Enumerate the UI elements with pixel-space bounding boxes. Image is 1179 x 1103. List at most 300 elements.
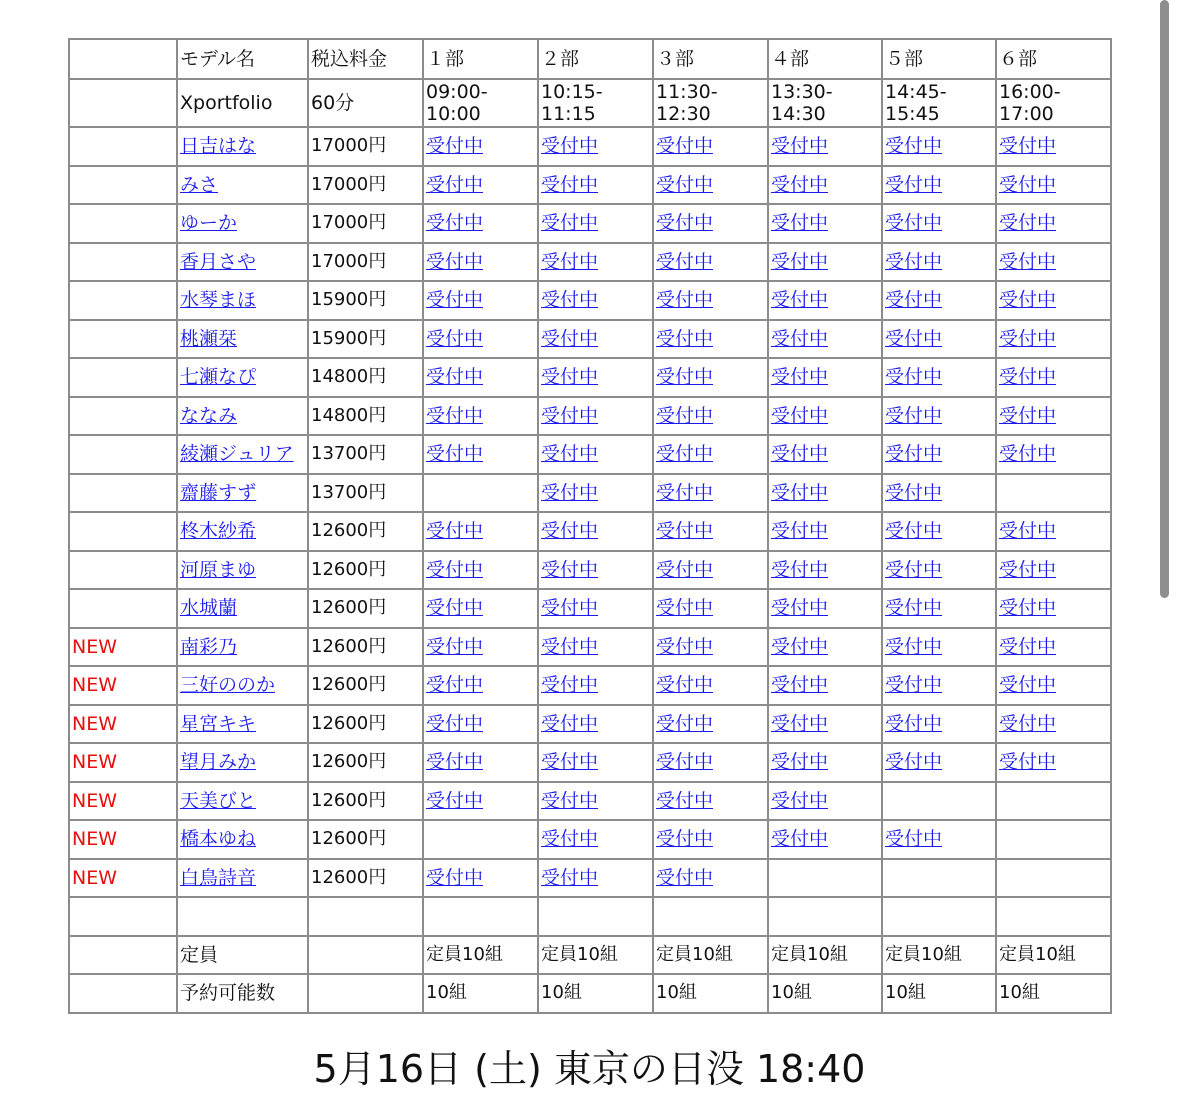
subheader-blank-cell xyxy=(69,79,177,127)
model-name[interactable]: 香月さや xyxy=(180,250,257,273)
slot-status-5[interactable] xyxy=(882,358,996,397)
tag-cell xyxy=(69,358,177,397)
slot-status-4[interactable] xyxy=(768,320,882,359)
booking-link[interactable]: 受付中 xyxy=(885,828,943,851)
scrollbar[interactable] xyxy=(1160,0,1169,598)
booking-link[interactable]: 受付中 xyxy=(656,789,714,812)
slot-status-2[interactable] xyxy=(538,705,653,744)
slot-status-1[interactable] xyxy=(423,358,538,397)
booking-link[interactable]: 受付中 xyxy=(885,712,943,735)
slot-status-1[interactable] xyxy=(423,782,538,821)
booking-link[interactable]: 受付中 xyxy=(656,443,714,466)
booking-link[interactable]: 受付中 xyxy=(656,404,714,427)
model-name-link[interactable] xyxy=(177,204,308,243)
model-name[interactable]: ゆーか xyxy=(180,212,238,235)
slot-status-3[interactable] xyxy=(653,243,768,282)
slot-status-6[interactable] xyxy=(996,551,1111,590)
booking-link[interactable]: 受付中 xyxy=(771,635,829,658)
booking-link[interactable]: 受付中 xyxy=(656,597,714,620)
model-name[interactable]: 綾瀬ジュリア xyxy=(180,443,294,466)
slot-status-2[interactable] xyxy=(538,358,653,397)
model-name[interactable]: 水城蘭 xyxy=(180,597,238,620)
slot-status-5[interactable] xyxy=(882,320,996,359)
slot-status-1[interactable] xyxy=(423,243,538,282)
booking-link[interactable]: 受付中 xyxy=(999,520,1057,543)
model-name[interactable]: 齋藤すず xyxy=(180,481,257,504)
model-name-link[interactable] xyxy=(177,243,308,282)
booking-link[interactable]: 受付中 xyxy=(541,443,599,466)
booking-link[interactable]: 受付中 xyxy=(426,404,484,427)
slot-status-2[interactable] xyxy=(538,435,653,474)
slot-status-4[interactable] xyxy=(768,512,882,551)
booking-link[interactable]: 受付中 xyxy=(771,828,829,851)
slot-status-3[interactable] xyxy=(653,435,768,474)
slot-status-3[interactable] xyxy=(653,281,768,320)
slot-status-2[interactable] xyxy=(538,589,653,628)
model-name[interactable]: 河原まゆ xyxy=(180,558,257,581)
model-name-link[interactable] xyxy=(177,820,308,859)
slot-status-2[interactable] xyxy=(538,204,653,243)
booking-link[interactable]: 受付中 xyxy=(541,597,599,620)
capacity-value-5: 定員10組 xyxy=(882,936,996,975)
booking-link[interactable]: 受付中 xyxy=(541,327,599,350)
slot-status-5[interactable] xyxy=(882,589,996,628)
model-name-link[interactable] xyxy=(177,782,308,821)
slot-status-1[interactable] xyxy=(423,859,538,898)
slot-status-3[interactable] xyxy=(653,474,768,513)
model-name-link[interactable] xyxy=(177,859,308,898)
booking-link[interactable]: 受付中 xyxy=(426,250,484,273)
booking-link[interactable]: 受付中 xyxy=(656,327,714,350)
slot-status-4[interactable] xyxy=(768,705,882,744)
time-slot-2: 10:15-11:15 xyxy=(538,79,653,127)
tag-cell xyxy=(69,551,177,590)
slot-status-1[interactable] xyxy=(423,320,538,359)
model-price: 12600円 xyxy=(308,743,423,782)
booking-link[interactable]: 受付中 xyxy=(885,289,943,312)
slot-status-3[interactable] xyxy=(653,512,768,551)
slot-status-2[interactable] xyxy=(538,243,653,282)
booking-link[interactable]: 受付中 xyxy=(541,674,599,697)
model-row xyxy=(69,127,1111,166)
slot-status-4[interactable] xyxy=(768,166,882,205)
slot-status-2[interactable] xyxy=(538,281,653,320)
available-value-6: 10組 xyxy=(996,974,1111,1013)
model-name-link[interactable] xyxy=(177,705,308,744)
booking-link[interactable]: 受付中 xyxy=(885,327,943,350)
slot-status-1[interactable] xyxy=(423,166,538,205)
booking-link[interactable]: 受付中 xyxy=(426,443,484,466)
booking-link[interactable]: 受付中 xyxy=(541,212,599,235)
slot-status-2[interactable] xyxy=(538,743,653,782)
slot-status-5[interactable] xyxy=(882,435,996,474)
model-name[interactable]: 桃瀬栞 xyxy=(180,327,238,350)
booking-link[interactable]: 受付中 xyxy=(541,135,599,158)
slot-status-3[interactable] xyxy=(653,859,768,898)
slot-status-4[interactable] xyxy=(768,820,882,859)
booking-link[interactable]: 受付中 xyxy=(999,558,1057,581)
booking-link[interactable]: 受付中 xyxy=(885,212,943,235)
booking-link[interactable]: 受付中 xyxy=(999,597,1057,620)
model-name-link[interactable] xyxy=(177,474,308,513)
booking-link[interactable]: 受付中 xyxy=(771,327,829,350)
booking-link[interactable]: 受付中 xyxy=(426,674,484,697)
booking-link[interactable]: 受付中 xyxy=(771,712,829,735)
booking-link[interactable]: 受付中 xyxy=(541,635,599,658)
slot-status-5[interactable] xyxy=(882,666,996,705)
slot-status-5[interactable] xyxy=(882,628,996,667)
booking-link[interactable]: 受付中 xyxy=(541,366,599,389)
slot-status-5[interactable] xyxy=(882,397,996,436)
slot-status-5[interactable] xyxy=(882,705,996,744)
new-badge xyxy=(69,666,177,705)
slot-status-1[interactable] xyxy=(423,281,538,320)
booking-link[interactable]: 受付中 xyxy=(541,289,599,312)
capacity-value-1: 定員10組 xyxy=(423,936,538,975)
slot-status-6[interactable] xyxy=(996,666,1111,705)
slot-status-4[interactable] xyxy=(768,628,882,667)
slot-status-5[interactable] xyxy=(882,820,996,859)
slot-status-6[interactable] xyxy=(996,127,1111,166)
slot-status-3[interactable] xyxy=(653,127,768,166)
time-slot-1: 09:00-10:00 xyxy=(423,79,538,127)
tag-cell xyxy=(69,243,177,282)
model-name-link[interactable] xyxy=(177,743,308,782)
booking-link[interactable]: 受付中 xyxy=(656,674,714,697)
slot-status-2[interactable] xyxy=(538,320,653,359)
model-name[interactable]: 水琴まほ xyxy=(180,289,257,312)
model-name[interactable]: 七瀬なぴ xyxy=(180,366,257,389)
booking-link[interactable]: 受付中 xyxy=(426,520,484,543)
new-tag: NEW xyxy=(72,635,118,658)
booking-link[interactable]: 受付中 xyxy=(999,327,1057,350)
booking-link[interactable]: 受付中 xyxy=(885,173,943,196)
slot-status-6[interactable] xyxy=(996,628,1111,667)
booking-link[interactable]: 受付中 xyxy=(771,597,829,620)
slot-status-3[interactable] xyxy=(653,705,768,744)
slot-empty-1 xyxy=(423,820,538,859)
slot-status-2[interactable] xyxy=(538,859,653,898)
slot-status-1[interactable] xyxy=(423,512,538,551)
slot-empty-4 xyxy=(768,859,882,898)
booking-link[interactable]: 受付中 xyxy=(426,712,484,735)
model-name[interactable]: 三好ののか xyxy=(180,674,276,697)
booking-link[interactable]: 受付中 xyxy=(885,674,943,697)
booking-link[interactable]: 受付中 xyxy=(999,135,1057,158)
header-part-6: ６部 xyxy=(996,39,1111,79)
model-name[interactable]: みさ xyxy=(180,173,219,196)
booking-link[interactable]: 受付中 xyxy=(885,635,943,658)
new-tag: NEW xyxy=(72,674,118,697)
slot-status-6[interactable] xyxy=(996,358,1111,397)
booking-link[interactable]: 受付中 xyxy=(885,520,943,543)
slot-status-4[interactable] xyxy=(768,666,882,705)
header-part-3: ３部 xyxy=(653,39,768,79)
model-name-link[interactable] xyxy=(177,397,308,436)
booking-link[interactable]: 受付中 xyxy=(656,173,714,196)
slot-status-2[interactable] xyxy=(538,166,653,205)
booking-link[interactable]: 受付中 xyxy=(426,327,484,350)
slot-status-5[interactable] xyxy=(882,743,996,782)
slot-status-3[interactable] xyxy=(653,589,768,628)
slot-status-4[interactable] xyxy=(768,127,882,166)
model-name-link[interactable] xyxy=(177,589,308,628)
booking-link[interactable]: 受付中 xyxy=(771,674,829,697)
slot-status-4[interactable] xyxy=(768,589,882,628)
booking-link[interactable]: 受付中 xyxy=(426,289,484,312)
booking-link[interactable]: 受付中 xyxy=(656,135,714,158)
slot-status-2[interactable] xyxy=(538,820,653,859)
model-row xyxy=(69,666,1111,705)
tag-cell xyxy=(69,474,177,513)
slot-status-6[interactable] xyxy=(996,705,1111,744)
booking-link[interactable]: 受付中 xyxy=(656,481,714,504)
slot-status-1[interactable] xyxy=(423,743,538,782)
booking-link[interactable]: 受付中 xyxy=(541,404,599,427)
slot-status-1[interactable] xyxy=(423,666,538,705)
slot-status-2[interactable] xyxy=(538,666,653,705)
booking-link[interactable]: 受付中 xyxy=(885,443,943,466)
booking-link[interactable]: 受付中 xyxy=(656,712,714,735)
model-name[interactable]: 白鳥詩音 xyxy=(180,866,257,889)
booking-link[interactable]: 受付中 xyxy=(885,366,943,389)
model-name-link[interactable] xyxy=(177,512,308,551)
model-name-link[interactable] xyxy=(177,358,308,397)
slot-status-1[interactable] xyxy=(423,589,538,628)
slot-status-4[interactable] xyxy=(768,551,882,590)
slot-status-1[interactable] xyxy=(423,397,538,436)
slot-status-2[interactable] xyxy=(538,474,653,513)
slot-status-4[interactable] xyxy=(768,397,882,436)
booking-link[interactable]: 受付中 xyxy=(426,597,484,620)
booking-link[interactable]: 受付中 xyxy=(541,481,599,504)
booking-link[interactable]: 受付中 xyxy=(999,212,1057,235)
model-name[interactable]: ななみ xyxy=(180,404,238,427)
slot-status-5[interactable] xyxy=(882,474,996,513)
booking-link[interactable]: 受付中 xyxy=(656,751,714,774)
booking-link[interactable]: 受付中 xyxy=(771,366,829,389)
slot-status-3[interactable] xyxy=(653,204,768,243)
booking-link[interactable]: 受付中 xyxy=(885,481,943,504)
slot-status-3[interactable] xyxy=(653,782,768,821)
slot-status-3[interactable] xyxy=(653,166,768,205)
booking-link[interactable]: 受付中 xyxy=(771,520,829,543)
spacer-cell xyxy=(69,897,177,936)
tag-cell xyxy=(69,281,177,320)
booking-link[interactable]: 受付中 xyxy=(771,404,829,427)
slot-status-6[interactable] xyxy=(996,243,1111,282)
slot-status-5[interactable] xyxy=(882,512,996,551)
slot-empty-6 xyxy=(996,859,1111,898)
booking-link[interactable]: 受付中 xyxy=(541,712,599,735)
booking-link[interactable]: 受付中 xyxy=(541,558,599,581)
booking-link[interactable]: 受付中 xyxy=(999,443,1057,466)
slot-status-1[interactable] xyxy=(423,204,538,243)
booking-link[interactable]: 受付中 xyxy=(999,366,1057,389)
booking-link[interactable]: 受付中 xyxy=(999,635,1057,658)
slot-status-2[interactable] xyxy=(538,628,653,667)
slot-status-5[interactable] xyxy=(882,127,996,166)
booking-link[interactable]: 受付中 xyxy=(885,135,943,158)
slot-status-6[interactable] xyxy=(996,281,1111,320)
tag-cell xyxy=(69,204,177,243)
booking-link[interactable]: 受付中 xyxy=(999,173,1057,196)
slot-status-6[interactable] xyxy=(996,320,1111,359)
booking-link[interactable]: 受付中 xyxy=(656,212,714,235)
model-name-link[interactable] xyxy=(177,628,308,667)
model-name-link[interactable] xyxy=(177,127,308,166)
booking-link[interactable]: 受付中 xyxy=(999,289,1057,312)
booking-link[interactable]: 受付中 xyxy=(656,250,714,273)
booking-link[interactable]: 受付中 xyxy=(885,558,943,581)
booking-link[interactable]: 受付中 xyxy=(656,520,714,543)
capacity-value-2: 定員10組 xyxy=(538,936,653,975)
slot-status-4[interactable] xyxy=(768,743,882,782)
slot-status-5[interactable] xyxy=(882,166,996,205)
model-row xyxy=(69,743,1111,782)
slot-status-3[interactable] xyxy=(653,666,768,705)
model-name-link[interactable] xyxy=(177,666,308,705)
slot-status-6[interactable] xyxy=(996,743,1111,782)
booking-link[interactable]: 受付中 xyxy=(771,289,829,312)
booking-link[interactable]: 受付中 xyxy=(771,481,829,504)
booking-link[interactable]: 受付中 xyxy=(656,558,714,581)
booking-link[interactable]: 受付中 xyxy=(885,404,943,427)
model-name[interactable]: 天美びと xyxy=(180,789,257,812)
booking-link[interactable]: 受付中 xyxy=(999,712,1057,735)
spacer-cell xyxy=(308,897,423,936)
model-name-link[interactable] xyxy=(177,551,308,590)
slot-status-6[interactable] xyxy=(996,512,1111,551)
model-name-link[interactable] xyxy=(177,166,308,205)
available-value-5: 10組 xyxy=(882,974,996,1013)
spacer-cell xyxy=(177,897,308,936)
slot-status-3[interactable] xyxy=(653,551,768,590)
booking-link[interactable]: 受付中 xyxy=(771,250,829,273)
model-name[interactable]: 星宮キキ xyxy=(180,712,257,735)
slot-status-6[interactable] xyxy=(996,166,1111,205)
booking-link[interactable]: 受付中 xyxy=(656,635,714,658)
booking-link[interactable]: 受付中 xyxy=(541,520,599,543)
booking-link[interactable]: 受付中 xyxy=(426,789,484,812)
slot-status-5[interactable] xyxy=(882,204,996,243)
slot-status-6[interactable] xyxy=(996,397,1111,436)
slot-status-2[interactable] xyxy=(538,782,653,821)
booking-link[interactable]: 受付中 xyxy=(771,443,829,466)
model-name-link[interactable] xyxy=(177,320,308,359)
slot-status-6[interactable] xyxy=(996,204,1111,243)
slot-status-1[interactable] xyxy=(423,628,538,667)
slot-status-6[interactable] xyxy=(996,589,1111,628)
slot-status-3[interactable] xyxy=(653,320,768,359)
slot-status-3[interactable] xyxy=(653,820,768,859)
booking-link[interactable]: 受付中 xyxy=(885,597,943,620)
slot-status-1[interactable] xyxy=(423,127,538,166)
slot-status-4[interactable] xyxy=(768,281,882,320)
booking-link[interactable]: 受付中 xyxy=(541,828,599,851)
booking-link[interactable]: 受付中 xyxy=(656,289,714,312)
booking-link[interactable]: 受付中 xyxy=(541,751,599,774)
slot-status-4[interactable] xyxy=(768,204,882,243)
model-name-link[interactable] xyxy=(177,281,308,320)
model-name-link[interactable] xyxy=(177,435,308,474)
slot-status-5[interactable] xyxy=(882,281,996,320)
booking-link[interactable]: 受付中 xyxy=(541,866,599,889)
booking-link[interactable]: 受付中 xyxy=(771,558,829,581)
booking-link[interactable]: 受付中 xyxy=(426,558,484,581)
slot-status-4[interactable] xyxy=(768,474,882,513)
booking-link[interactable]: 受付中 xyxy=(771,789,829,812)
booking-link[interactable]: 受付中 xyxy=(999,674,1057,697)
slot-status-3[interactable] xyxy=(653,628,768,667)
booking-link[interactable]: 受付中 xyxy=(426,635,484,658)
slot-status-1[interactable] xyxy=(423,705,538,744)
booking-link[interactable]: 受付中 xyxy=(541,173,599,196)
booking-link[interactable]: 受付中 xyxy=(656,866,714,889)
booking-link[interactable]: 受付中 xyxy=(999,404,1057,427)
booking-link[interactable]: 受付中 xyxy=(541,250,599,273)
booking-link[interactable]: 受付中 xyxy=(771,212,829,235)
model-price: 17000円 xyxy=(308,243,423,282)
model-name[interactable]: 柊木紗希 xyxy=(180,520,257,543)
slot-status-4[interactable] xyxy=(768,782,882,821)
booking-link[interactable]: 受付中 xyxy=(999,751,1057,774)
slot-status-1[interactable] xyxy=(423,551,538,590)
header-row xyxy=(69,39,1111,79)
booking-link[interactable]: 受付中 xyxy=(426,212,484,235)
slot-status-3[interactable] xyxy=(653,358,768,397)
booking-link[interactable]: 受付中 xyxy=(656,366,714,389)
booking-link[interactable]: 受付中 xyxy=(426,135,484,158)
slot-status-3[interactable] xyxy=(653,743,768,782)
booking-link[interactable]: 受付中 xyxy=(426,366,484,389)
slot-status-2[interactable] xyxy=(538,512,653,551)
model-name[interactable]: 橋本ゆね xyxy=(180,828,257,851)
slot-status-1[interactable] xyxy=(423,435,538,474)
model-name[interactable]: 日吉はな xyxy=(180,135,257,158)
slot-status-6[interactable] xyxy=(996,435,1111,474)
booking-link[interactable]: 受付中 xyxy=(656,828,714,851)
booking-link[interactable]: 受付中 xyxy=(771,135,829,158)
slot-status-4[interactable] xyxy=(768,358,882,397)
booking-link[interactable]: 受付中 xyxy=(999,250,1057,273)
slot-status-3[interactable] xyxy=(653,397,768,436)
model-row xyxy=(69,589,1111,628)
booking-link[interactable]: 受付中 xyxy=(771,173,829,196)
slot-status-4[interactable] xyxy=(768,435,882,474)
booking-link[interactable]: 受付中 xyxy=(426,866,484,889)
booking-link[interactable]: 受付中 xyxy=(541,789,599,812)
booking-link[interactable]: 受付中 xyxy=(885,250,943,273)
model-name[interactable]: 望月みか xyxy=(180,751,257,774)
slot-status-4[interactable] xyxy=(768,243,882,282)
tag-cell xyxy=(69,320,177,359)
model-price: 12600円 xyxy=(308,820,423,859)
booking-link[interactable]: 受付中 xyxy=(771,751,829,774)
available-blank-cell xyxy=(69,974,177,1013)
slot-status-5[interactable] xyxy=(882,243,996,282)
slot-status-2[interactable] xyxy=(538,127,653,166)
booking-link[interactable]: 受付中 xyxy=(426,751,484,774)
model-price: 12600円 xyxy=(308,512,423,551)
model-name[interactable]: 南彩乃 xyxy=(180,635,238,658)
booking-link[interactable]: 受付中 xyxy=(426,173,484,196)
capacity-row xyxy=(69,936,1111,975)
slot-status-2[interactable] xyxy=(538,551,653,590)
slot-status-2[interactable] xyxy=(538,397,653,436)
slot-status-5[interactable] xyxy=(882,551,996,590)
booking-link[interactable]: 受付中 xyxy=(885,751,943,774)
